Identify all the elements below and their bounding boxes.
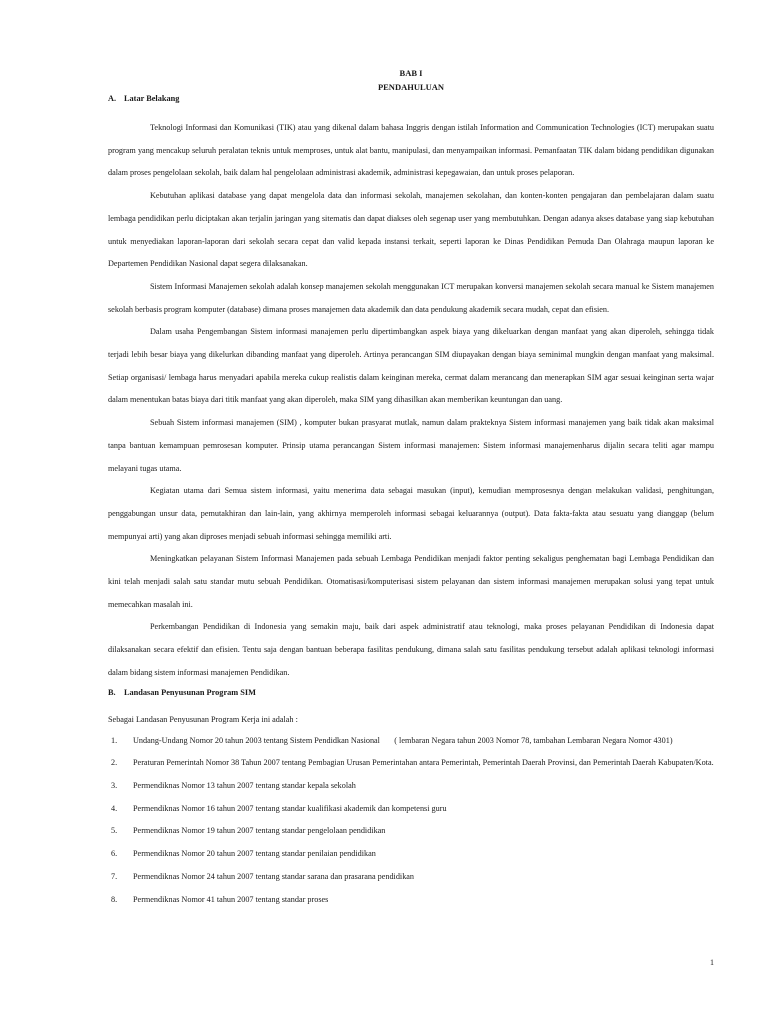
list-item — [108, 730, 714, 753]
page-content — [108, 66, 714, 911]
section-b-title: Landasan Penyusunan Program SIM — [124, 687, 256, 697]
list-item-number: 2. — [111, 758, 118, 768]
list-item — [108, 889, 714, 912]
paragraph: Kebutuhan aplikasi database yang dapat mengelola data dan informasi sekolah, manajemen sekolahan, dan konten-konten pengajaran dan pembelajaran dalam suatu lembaga pendidikan perlu diciptakan akan terjalin jaringan yang sitematis dan dapat diakses oleh segenap user yang membutuhkan. Dengan adanya akses database yang siap kebutuhan untuk menyediakan laporan-laporan dari sekolah secara cepat dan valid kepada instansi terkait, seperti laporan ke Dinas Pendidikan Pemuda Dan Olahraga maupun laporan ke Departemen Pendidikan Nasional dapat segera dilaksanakan. — [108, 191, 714, 269]
list-item-text: Permendiknas Nomor 16 tahun 2007 tentang standar kualifikasi akademik dan kompetensi guru — [133, 803, 447, 813]
paragraph: Meningkatkan pelayanan Sistem Informasi Manajemen pada sebuah Lembaga Pendidikan menjadi faktor penting sekaligus penghematan bagi Lembaga Pendidikan dan kini telah menjadi salah satu standar mutu sebuah Pendidikan. Otomatisasi/komputerisasi sistem pelayanan dan sistem informasi manajemen merupakan solusi yang tepat untuk memecahkan masalah ini. — [108, 554, 714, 609]
paragraph: Sebuah Sistem informasi manajemen (SIM) , komputer bukan prasyarat mutlak, namun dalam prakteknya Sistem informasi manajemen yang baik tidak akan maksimal tanpa bantuan kemampuan pemrosesan komputer. Prinsip utama perancangan Sistem informasi manajemen: Sistem informasi manajemenharus dijalin secara teliti agar mampu melayani tugas utama. — [108, 418, 714, 473]
section-a-number: A. — [108, 94, 117, 103]
list-item — [108, 752, 714, 775]
list-item-text: Undang-Undang Nomor 20 tahun 2003 tentang Sistem Pendidkan Nasional ( lembaran Negara tahun 2003 Nomor 78, tambahan Lembaran Negara Nomor 4301) — [133, 735, 673, 745]
list-item-number: 1. — [111, 735, 118, 745]
list-item-text: Permendiknas Nomor 24 tahun 2007 tentang standar sarana dan prasarana pendidikan — [133, 871, 415, 881]
list-item-text: Peraturan Pemerintah Nomor 38 Tahun 2007 tentang Pembagian Urusan Pemerintahan antara Pemerintah, Pemerintah Daerah Provinsi, dan Pemerintah Daerah Kabupaten/Kota. — [133, 758, 714, 768]
paragraph: Kegiatan utama dari Semua sistem informasi, yaitu menerima data sebagai masukan (input), kemudian memprosesnya dengan melakukan validasi, penghitungan, penggabungan unsur data, pemutakhiran dan lain-lain, yang akhirnya memperoleh informasi sebagai keluarannya (output). Data fakta-fakta atau sesuatu yang dianggap (belum mempunyai arti) yang akan diproses menjadi sebuah informasi sehingga memiliki arti. — [108, 486, 714, 541]
chapter-title: PENDAHULUAN — [377, 82, 445, 92]
paragraph: Dalam usaha Pengembangan Sistem informasi manajemen perlu dipertimbangkan aspek biaya yang dikeluarkan dengan manfaat yang akan diperoleh, sehingga tidak terjadi lebih besar biaya yang dikelurkan dibanding manfaat yang diperoleh. Artinya perancangan SIM diupayakan dengan biaya seminimal mungkin dengan manfaat yang maksimal. Setiap organisasi/ lembaga harus menyadari apabila mereka cukup realistis dalam keinginan mereka, cermat dalam merancang dan menerapkan SIM agar sesuai keinginan serta wajar dalam menentukan batas biaya dari titik manfaat yang akan diperoleh, maka SIM yang dihasilkan akan memberikan keuntungan dan uang. — [108, 327, 714, 405]
list-item — [108, 775, 714, 798]
list-item-text: Permendiknas Nomor 13 tahun 2007 tentang standar kepala sekolah — [133, 780, 356, 790]
list-item-number: 4. — [111, 803, 118, 813]
list-item — [108, 843, 714, 866]
section-a-title: Latar Belakang — [124, 94, 180, 103]
page-number: 1 — [710, 958, 714, 967]
list-item-number: 5. — [111, 826, 118, 836]
list-item-text: Permendiknas Nomor 41 tahun 2007 tentang standar proses — [133, 894, 329, 904]
list-item — [108, 798, 714, 821]
list-item-number: 6. — [111, 849, 118, 859]
paragraph: Teknologi Informasi dan Komunikasi (TIK) atau yang dikenal dalam bahasa Inggris dengan istilah Information and Communication Technologies (ICT) merupakan suatu program yang mencakup seluruh peralatan teknis untuk memproses, untuk alat bantu, manipulasi, dan menyampaikan informasi. Pemanfaatan TIK dalam bidang pendidikan digunakan dalam proses pengelolaan sekolah, baik dalam hal pengelolaan administrasi akademik, administrasi kepegawaian, dan untuk proses pelaporan. — [108, 123, 714, 178]
section-b-heading — [108, 687, 714, 699]
section-b-number: B. — [108, 687, 116, 697]
list-item — [108, 820, 714, 843]
list-item-number: 7. — [111, 871, 118, 881]
section-a-body — [108, 117, 714, 685]
list-item — [108, 866, 714, 889]
section-a-heading — [108, 93, 714, 105]
paragraph: Perkembangan Pendidikan di Indonesia yang semakin maju, baik dari aspek administratif atau teknologi, maka proses pelayanan Pendidikan di Indonesia dapat dilaksanakan secara efektif dan efisien. Tentu saja dengan bantuan beberapa fasilitas pendukung, dimana salah satu fasilitas pendukung tersebut adalah aplikasi teknologi informasi dalam bidang sistem informasi manajemen Pendidikan. — [108, 622, 714, 677]
list-item-text: Permendiknas Nomor 20 tahun 2007 tentang standar penilaian pendidikan — [133, 849, 376, 859]
list-item-number: 3. — [111, 780, 118, 790]
paragraph: Sistem Informasi Manajemen sekolah adalah konsep manajemen sekolah menggunakan ICT merupakan konversi manajemen sekolah secara manual ke Sistem manajemen sekolah berbasis program komputer (database) dimana proses manajemen data akademik dan data pendukung akademik secara mudah, cepat dan efisien. — [108, 281, 714, 314]
list-item-text: Permendiknas Nomor 19 tahun 2007 tentang standar pengelolaan pendidikan — [133, 826, 386, 836]
chapter-number: BAB I — [399, 68, 423, 78]
list-item-number: 8. — [111, 894, 118, 904]
legal-basis-list — [108, 730, 714, 912]
section-b-intro: Sebagai Landasan Penyusunan Program Kerja ini adalah : — [108, 714, 298, 724]
